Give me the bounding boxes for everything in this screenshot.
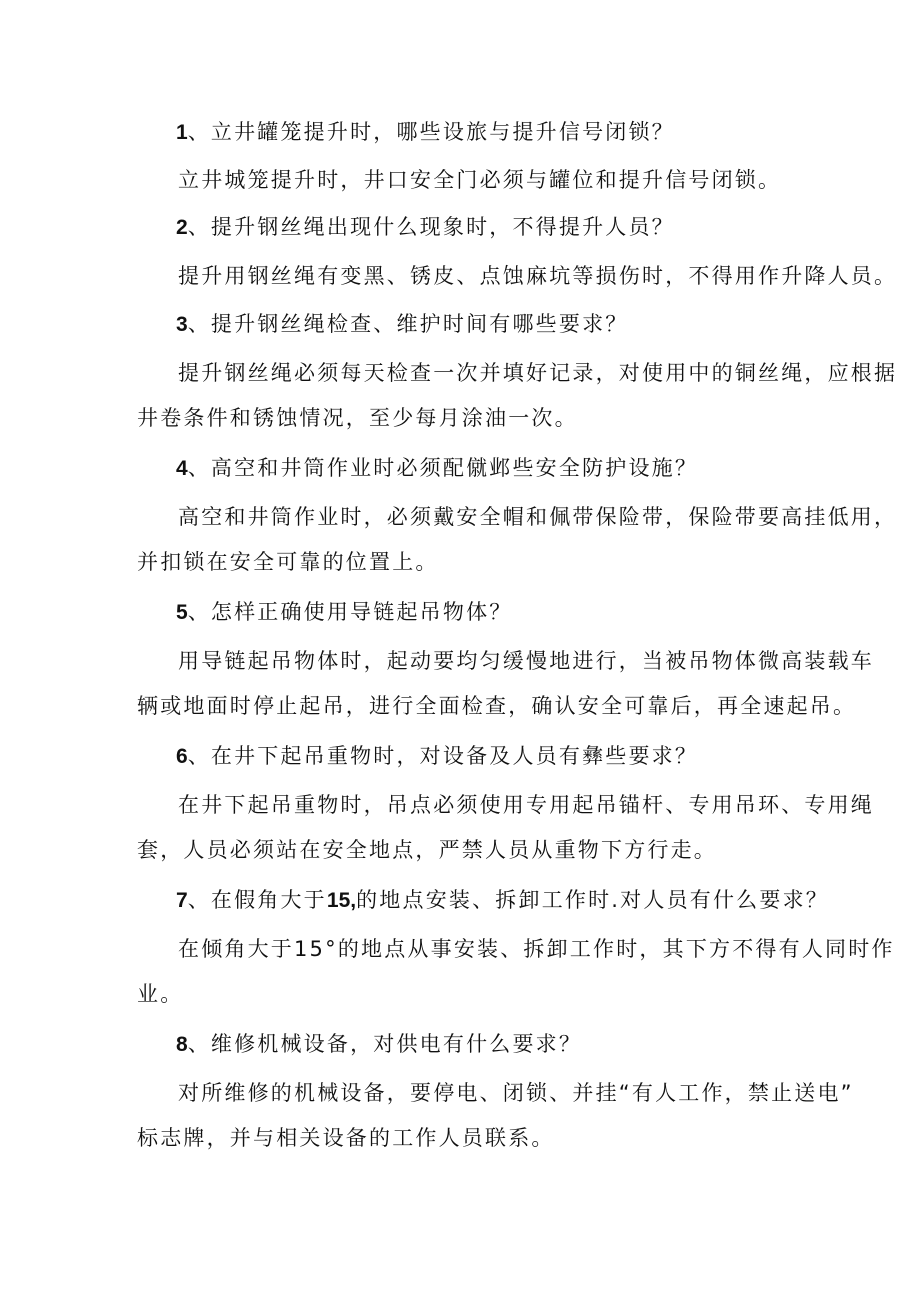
question-number: 4	[176, 457, 188, 480]
question-3	[176, 309, 629, 340]
question-7	[176, 885, 829, 916]
question-5	[176, 597, 513, 628]
question-text: 、提升钢丝绳出现什么现象时，不得提升人员？	[187, 215, 675, 239]
question-number: 2	[176, 216, 188, 239]
answer-6-line-1: 在井下起吊重物时，吊点必须使用专用起吊锚杆、专用吊环、专用绳	[178, 793, 874, 817]
question-6	[176, 741, 698, 772]
question-text: 、提升钢丝绳检查、维护时间有哪些要求？	[187, 312, 629, 336]
answer-5-line-1: 用导链起吊物体时，起动要均匀缓慢地进行，当被吊物体微高装载车	[178, 649, 874, 673]
question-text: 、怎样正确使用导链起吊物体？	[187, 600, 513, 624]
answer-3-line-1: 提升钢丝绳必须每天检查一次并填好记录，对使用中的铜丝绳，应根据	[178, 361, 898, 385]
answer-5-line-2: 辆或地面时停止起吊，进行全面检查，确认安全可靠后，再全速起吊。	[137, 694, 857, 718]
question-text-part-1: 、在假角大于	[187, 888, 327, 912]
answer-8-line-2: 标志牌，并与相关设备的工作人员联系。	[137, 1126, 555, 1150]
question-number: 6	[176, 745, 188, 768]
question-number: 1	[176, 121, 188, 144]
question-text: 、高空和井筒作业时必须配僦邺些安全防护设施？	[187, 456, 699, 480]
question-text-part-2: 的地点安装、拆卸工作时.对人员有什么要求？	[356, 888, 829, 912]
question-4	[176, 453, 698, 484]
question-text-number: 15,	[326, 889, 357, 912]
question-8	[176, 1029, 582, 1060]
question-number: 8	[176, 1033, 188, 1056]
question-number: 5	[176, 601, 188, 624]
answer-4-line-2: 并扣锁在安全可靠的位置上。	[137, 550, 439, 574]
question-2	[176, 212, 675, 243]
question-number: 7	[176, 889, 188, 912]
answer-3-line-2: 井卷条件和锈蚀情况，至少每月涂油一次。	[137, 406, 578, 430]
answer-8-line-1: 对所维修的机械设备，要停电、闭锁、并挂“有人工作，禁止送电”	[178, 1081, 854, 1105]
answer-7-line-1: 在倾角大于15°的地点从事安装、拆卸工作时，其下方不得有人同时作	[178, 937, 895, 961]
answer-6-line-2: 套，人员必须站在安全地点，严禁人员从重物下方行走。	[137, 838, 717, 862]
question-text: 、立井罐笼提升时，哪些设旅与提升信号闭锁？	[187, 120, 675, 144]
answer-1-line-1: 立井城笼提升时，井口安全门必须与罐位和提升信号闭锁。	[178, 168, 782, 192]
question-1	[176, 117, 675, 148]
question-text: 、在井下起吊重物时，对设备及人员有彝些要求？	[187, 744, 699, 768]
question-text: 、维修机械设备，对供电有什么要求？	[187, 1032, 583, 1056]
answer-2-line-1: 提升用钢丝绳有变黑、锈皮、点蚀麻坑等损伤时，不得用作升降人员。	[178, 264, 898, 288]
question-number: 3	[176, 313, 188, 336]
answer-7-line-2: 业。	[137, 982, 184, 1006]
answer-4-line-1: 高空和井筒作业时，必须戴安全帽和佩带保险带，保险带要高挂低用，	[178, 505, 898, 529]
